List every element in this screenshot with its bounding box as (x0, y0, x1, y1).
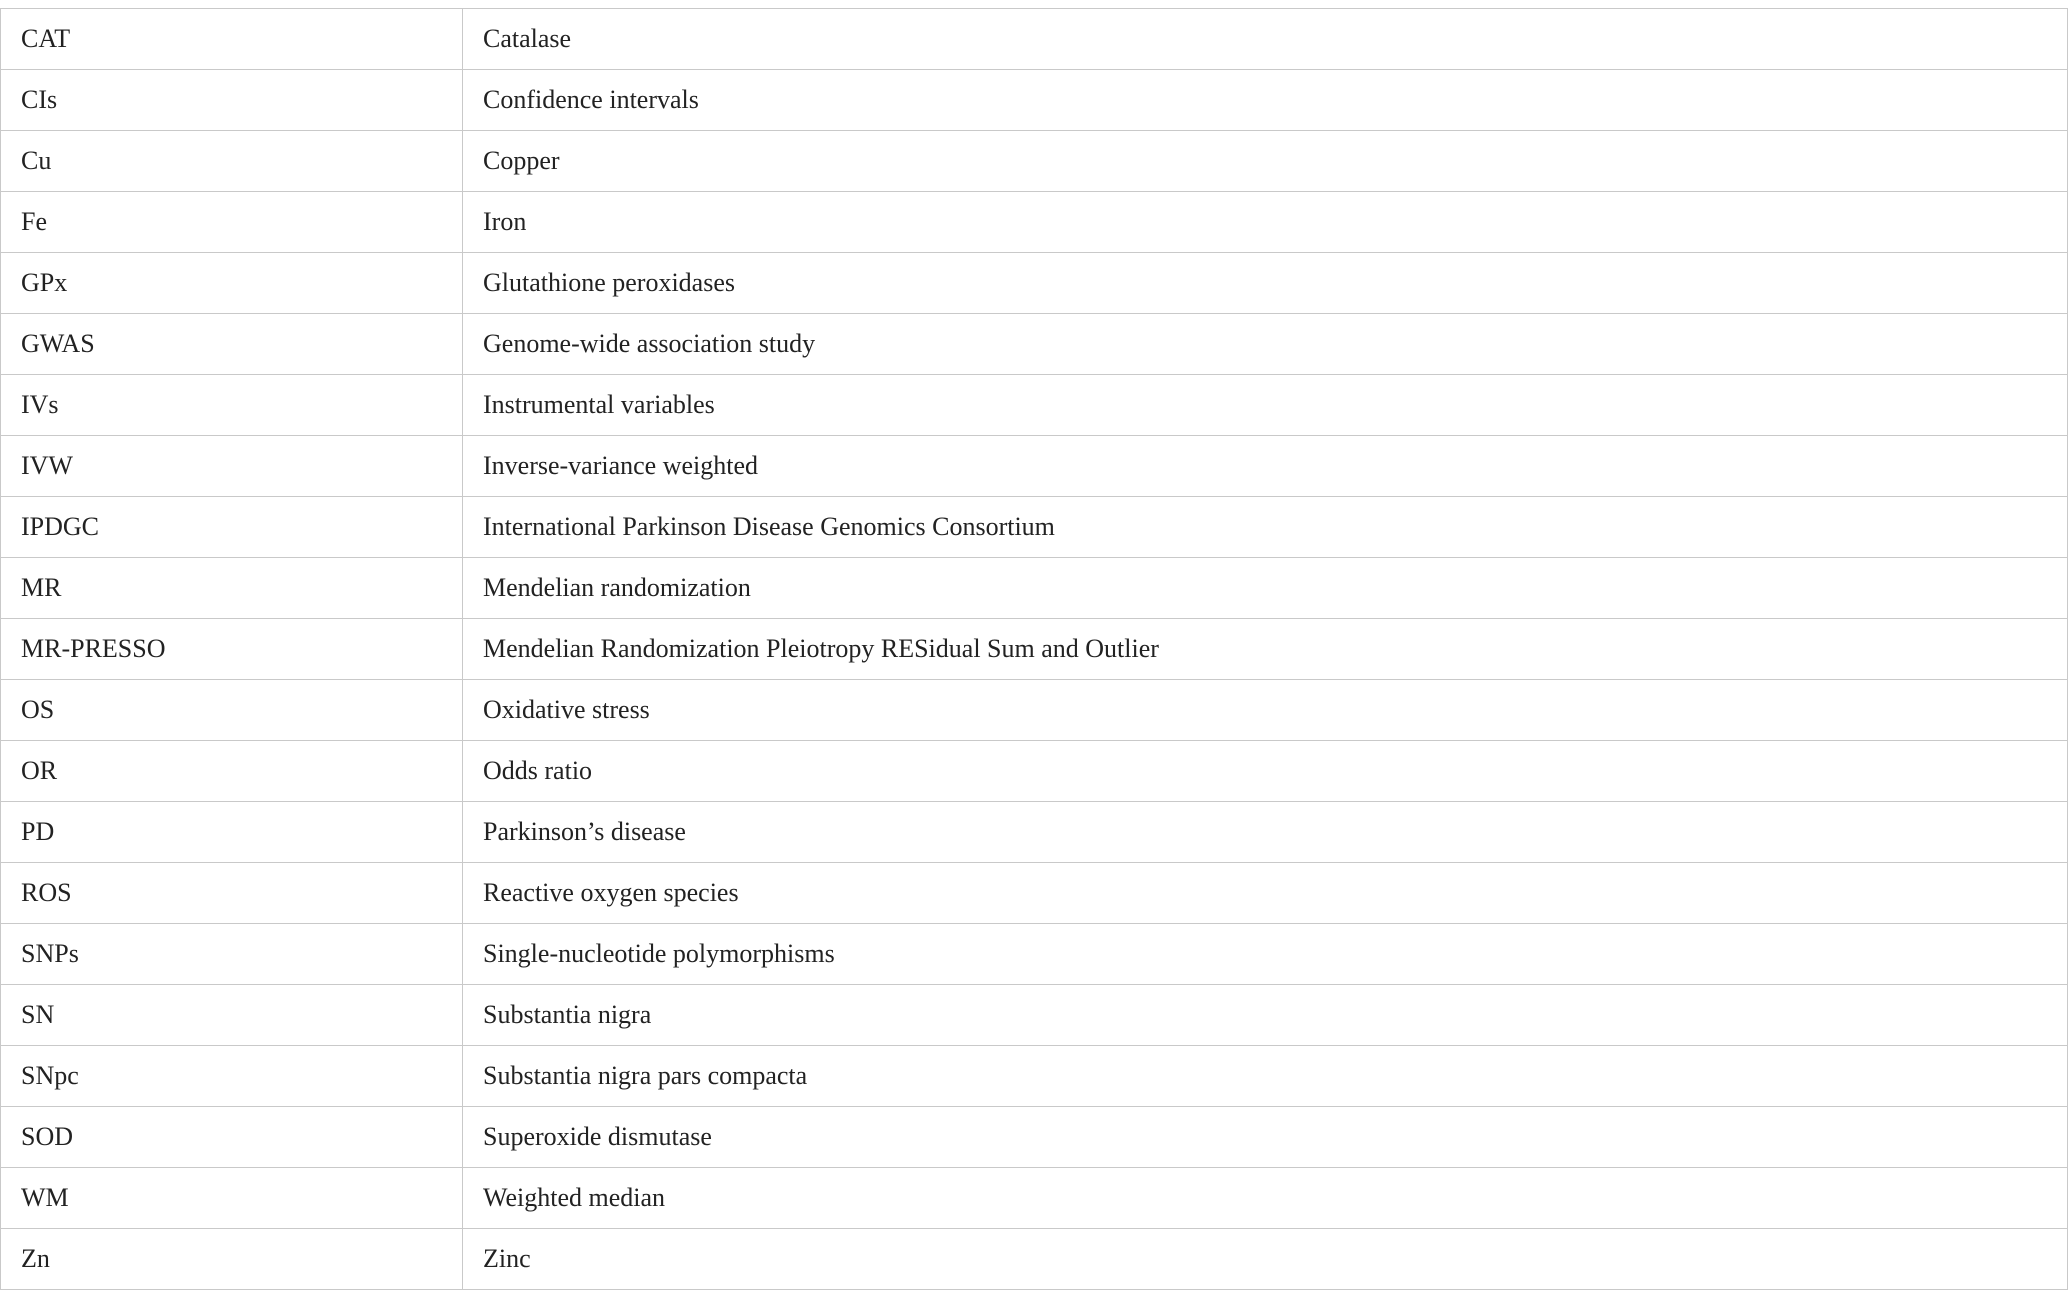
table-row (1, 253, 2068, 314)
table-row (1, 741, 2068, 802)
definition-cell: Mendelian Randomization Pleiotropy RESidual Sum and Outlier (463, 619, 2068, 680)
table-row (1, 1229, 2068, 1290)
abbreviation-cell: Zn (1, 1229, 463, 1290)
table-row (1, 1107, 2068, 1168)
table-row (1, 436, 2068, 497)
table-row (1, 9, 2068, 70)
abbreviation-cell: OR (1, 741, 463, 802)
table-row (1, 192, 2068, 253)
table-row (1, 558, 2068, 619)
table-row (1, 131, 2068, 192)
abbreviation-cell: SNPs (1, 924, 463, 985)
table-row (1, 863, 2068, 924)
definition-cell: Iron (463, 192, 2068, 253)
definition-cell: Substantia nigra pars compacta (463, 1046, 2068, 1107)
abbreviation-cell: MR (1, 558, 463, 619)
table-row (1, 70, 2068, 131)
abbreviation-cell: GWAS (1, 314, 463, 375)
abbreviation-cell: Fe (1, 192, 463, 253)
definition-cell: Inverse-variance weighted (463, 436, 2068, 497)
abbreviation-cell: ROS (1, 863, 463, 924)
table-row (1, 619, 2068, 680)
definition-cell: Odds ratio (463, 741, 2068, 802)
abbreviation-cell: SNpc (1, 1046, 463, 1107)
definition-cell: Copper (463, 131, 2068, 192)
definition-cell: Superoxide dismutase (463, 1107, 2068, 1168)
definition-cell: Weighted median (463, 1168, 2068, 1229)
abbreviation-cell: CIs (1, 70, 463, 131)
abbreviation-cell: Cu (1, 131, 463, 192)
table-row (1, 680, 2068, 741)
abbreviation-cell: GPx (1, 253, 463, 314)
abbreviation-cell: MR-PRESSO (1, 619, 463, 680)
definition-cell: Zinc (463, 1229, 2068, 1290)
abbreviation-cell: OS (1, 680, 463, 741)
abbreviation-cell: CAT (1, 9, 463, 70)
definition-cell: Glutathione peroxidases (463, 253, 2068, 314)
abbreviations-table-body (1, 9, 2068, 1290)
abbreviation-cell: SOD (1, 1107, 463, 1168)
abbreviation-cell: IPDGC (1, 497, 463, 558)
definition-cell: Reactive oxygen species (463, 863, 2068, 924)
table-row (1, 314, 2068, 375)
abbreviation-cell: IVW (1, 436, 463, 497)
definition-cell: Catalase (463, 9, 2068, 70)
table-row (1, 497, 2068, 558)
table-row (1, 802, 2068, 863)
abbreviation-cell: IVs (1, 375, 463, 436)
definition-cell: Parkinson’s disease (463, 802, 2068, 863)
definition-cell: Substantia nigra (463, 985, 2068, 1046)
definition-cell: Instrumental variables (463, 375, 2068, 436)
definition-cell: Mendelian randomization (463, 558, 2068, 619)
abbreviation-cell: WM (1, 1168, 463, 1229)
table-row (1, 924, 2068, 985)
table-row (1, 1168, 2068, 1229)
definition-cell: Single-nucleotide polymorphisms (463, 924, 2068, 985)
table-row (1, 1046, 2068, 1107)
definition-cell: Oxidative stress (463, 680, 2068, 741)
table-row (1, 375, 2068, 436)
definition-cell: Confidence intervals (463, 70, 2068, 131)
abbreviations-table (0, 8, 2068, 1290)
definition-cell: International Parkinson Disease Genomics Consortium (463, 497, 2068, 558)
definition-cell: Genome-wide association study (463, 314, 2068, 375)
abbreviation-cell: SN (1, 985, 463, 1046)
table-row (1, 985, 2068, 1046)
abbreviation-cell: PD (1, 802, 463, 863)
